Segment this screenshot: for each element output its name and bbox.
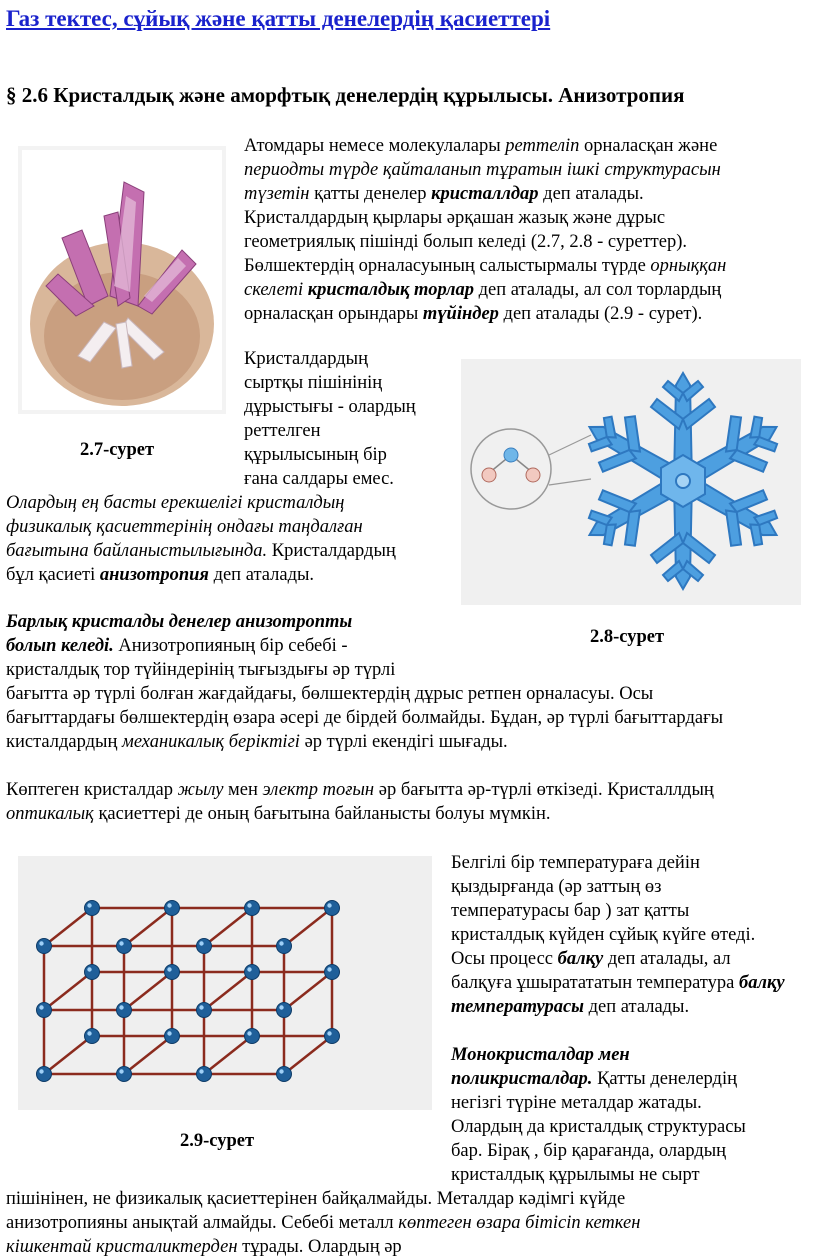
lattice-node	[325, 1029, 340, 1044]
p5-line-6: балқуға ұшыратататын температура балқу	[451, 973, 785, 993]
lattice-node	[165, 901, 180, 916]
figure-caption-2-9: 2.9-сурет	[180, 1131, 255, 1151]
lattice-node	[37, 1067, 52, 1082]
p2-wide-3: бағытына байланыстылығында. Кристалдардың	[6, 541, 396, 561]
lattice-node-highlight	[119, 1005, 123, 1009]
p3-line-5: бағыттардағы бөлшектердің өзара әсері де бірдей болмайды. Бұдан, әр түрлі бағыттардағы	[6, 708, 724, 728]
lattice-node	[277, 939, 292, 954]
p2-narrow-6: ғана салдары емес.	[244, 469, 394, 489]
lattice-node	[85, 901, 100, 916]
lattice-node	[117, 1003, 132, 1018]
p6-line-2: поликристалдар. Қатты денелердің	[451, 1069, 737, 1089]
lattice-node	[277, 1067, 292, 1082]
p3-line-1: Барлық кристалды денелер анизотропты	[6, 612, 353, 632]
lattice-node-highlight	[279, 1005, 283, 1009]
p1-line-4: Кристалдардың қырлары әрқашан жазық және дұрыс	[244, 208, 666, 228]
lattice-node-highlight	[167, 1031, 171, 1035]
crystal-photo-icon	[18, 146, 226, 414]
lattice-node	[37, 939, 52, 954]
p6-line-8: анизотропияны анықтай алмайды. Себебі металл көптеген өзара бітісіп кеткен	[6, 1213, 641, 1233]
lattice-node	[325, 901, 340, 916]
lattice-node	[245, 965, 260, 980]
page-title[interactable]: Газ тектес, сұйық және қатты денелердің қасиеттері	[6, 6, 551, 31]
lattice-node-highlight	[39, 1005, 43, 1009]
lattice-figure-frame	[18, 856, 432, 1110]
p1-line-8: орналасқан орындары түйіндер деп аталады (2.9 - сурет).	[244, 304, 703, 324]
p6-line-5: бар. Бірақ , бір қарағанда, олардың	[451, 1141, 727, 1161]
p2-wide-1: Олардың ең басты ерекшелігі кристалдың	[6, 493, 345, 513]
lattice-node	[245, 1029, 260, 1044]
lattice-node	[165, 1029, 180, 1044]
p2-wide-4: бұл қасиеті анизотропия деп аталады.	[6, 565, 315, 585]
lattice-node-highlight	[167, 903, 171, 907]
lattice-node-highlight	[279, 941, 283, 945]
lattice-node-highlight	[247, 903, 251, 907]
lattice-node-highlight	[199, 941, 203, 945]
lattice-node-highlight	[199, 1069, 203, 1073]
figure-caption-2-7: 2.7-сурет	[80, 440, 155, 460]
crystal-figure-frame	[18, 146, 226, 414]
p6-line-9: кішкентай кристаликтерден тұрады. Олардың әр	[6, 1237, 402, 1257]
p1-line-3: түзетін қатты денелер кристаллдар деп аталады.	[244, 184, 644, 204]
p6-line-3: негізгі түріне металдар жатады.	[451, 1093, 702, 1113]
lattice-node-highlight	[247, 967, 251, 971]
p6-line-7: пішінінен, не физикалық қасиеттерінен байқалмайды. Металдар кәдімгі күйде	[6, 1189, 626, 1209]
p4-line-1: Көптеген кристалдар жылу мен электр тоғын әр бағытта әр-түрлі өткізеді. Кристаллдың	[6, 780, 714, 800]
snowflake-figure-frame	[461, 359, 801, 605]
lattice-node	[197, 939, 212, 954]
lattice-node-highlight	[279, 1069, 283, 1073]
lattice-node-highlight	[327, 967, 331, 971]
p5-line-5: Осы процесс балқу деп аталады, ал	[451, 949, 731, 969]
lattice-node	[117, 939, 132, 954]
snowflake-image-icon	[461, 359, 801, 605]
lattice-node	[117, 1067, 132, 1082]
figure-caption-2-8: 2.8-сурет	[590, 627, 665, 647]
lattice-node-highlight	[327, 1031, 331, 1035]
p2-narrow-4: реттелген	[244, 421, 321, 441]
p6-line-4: Олардың да кристалдық структурасы	[451, 1117, 746, 1137]
lattice-node	[277, 1003, 292, 1018]
p3-line-6: кисталдардың механикалық беріктігі әр түрлі екендігі шығады.	[6, 732, 508, 752]
p3-line-2: болып келеді. Анизотропияның бір себебі -	[6, 636, 348, 656]
p1-line-1: Атомдары немесе молекулалары реттеліп орналасқан және	[244, 136, 718, 156]
lattice-node	[197, 1003, 212, 1018]
p5-line-7: температурасы деп аталады.	[451, 997, 690, 1017]
p2-narrow-2: сыртқы пішінінің	[244, 373, 383, 393]
p5-line-3: температурасы бар ) зат қатты	[451, 901, 690, 921]
p1-line-7: скелеті кристалдық торлар деп аталады, ал сол торлардың	[244, 280, 722, 300]
p5-line-4: кристалдық күйден сұйық күйге өтеді.	[451, 925, 756, 945]
p6-line-1: Монокристалдар мен	[451, 1045, 630, 1065]
lattice-node-highlight	[119, 1069, 123, 1073]
lattice-node	[85, 1029, 100, 1044]
p2-narrow-1: Кристалдардың	[244, 349, 368, 369]
p3-line-3: кристалдық тор түйіндерінің тығыздығы әр түрлі	[6, 660, 396, 680]
lattice-node	[165, 965, 180, 980]
p5-line-1: Белгілі бір температураға дейін	[451, 853, 700, 873]
lattice-node-highlight	[247, 1031, 251, 1035]
p4-line-2: оптикалық қасиеттері де оның бағытына байланысты болуы мүмкін.	[6, 804, 551, 824]
p1-line-6: Бөлшектердің орналасуының салыстырмалы түрде орныққан	[244, 256, 727, 276]
lattice-node-highlight	[327, 903, 331, 907]
lattice-node	[37, 1003, 52, 1018]
p2-wide-2: физикалық қасиеттерінің ондағы таңдалған	[6, 517, 363, 537]
lattice-node	[245, 901, 260, 916]
p1-line-2: периодты түрде қайталанып тұратын ішкі структурасын	[244, 160, 721, 180]
lattice-node	[85, 965, 100, 980]
lattice-node-highlight	[87, 967, 91, 971]
p2-narrow-3: дұрыстығы - олардың	[244, 397, 416, 417]
lattice-node-highlight	[119, 941, 123, 945]
lattice-node-highlight	[199, 1005, 203, 1009]
p3-line-4: бағытта әр түрлі болған жағдайдағы, бөлшектердің дұрыс ретпен орналасуы. Осы	[6, 684, 654, 704]
lattice-node-highlight	[39, 941, 43, 945]
lattice-node	[325, 965, 340, 980]
lattice-node-highlight	[87, 903, 91, 907]
lattice-node-highlight	[87, 1031, 91, 1035]
p6-line-6: кристалдық құрылымы не сырт	[451, 1165, 700, 1185]
lattice-node	[197, 1067, 212, 1082]
cubic-lattice-image-icon	[18, 856, 432, 1110]
section-heading: § 2.6 Кристалдық және аморфтық денелердің құрылысы. Анизотропия	[6, 83, 685, 107]
lattice-node-highlight	[167, 967, 171, 971]
p1-line-5: геометриялық пішінді болып келеді (2.7, 2.8 - суреттер).	[244, 232, 688, 252]
lattice-node-highlight	[39, 1069, 43, 1073]
p2-narrow-5: құрылысының бір	[244, 445, 387, 465]
p5-line-2: қыздырғанда (әр заттың өз	[451, 877, 662, 897]
